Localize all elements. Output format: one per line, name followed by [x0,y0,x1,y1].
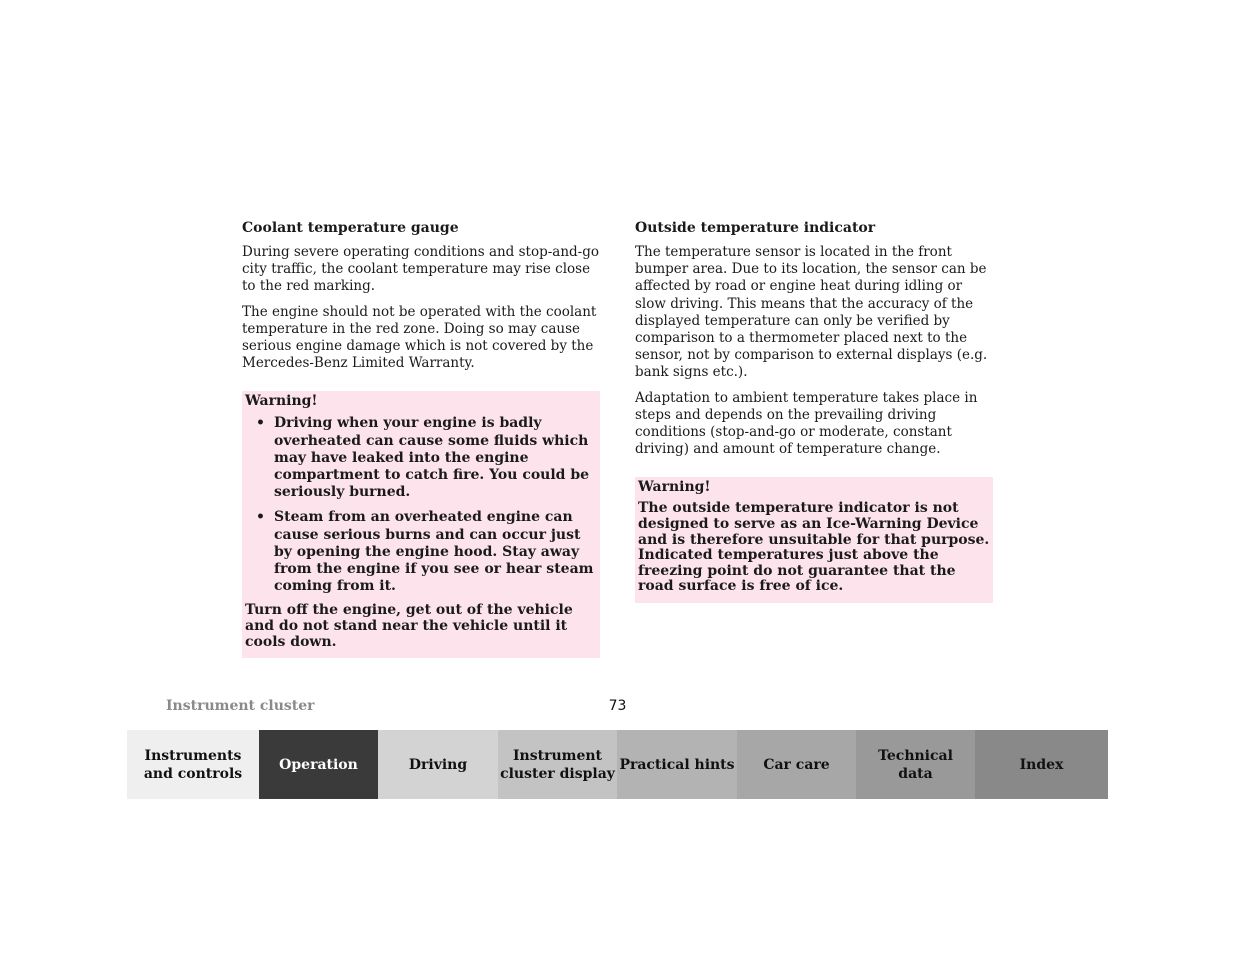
left-column [242,219,600,658]
tab-operation[interactable] [259,730,378,799]
warning-box [635,477,993,603]
tab-label-line2: and controls [143,765,243,782]
paragraph: The temperature sensor is located in the front bumper area. Due to its location, the sensor can be affected by road or engine heat during idling or slow driving. This means that the accuracy of the displayed temperature can only be verified by comparison to a thermometer placed next to the sensor, not by comparison to external displays (e.g. bank signs etc.). [635,244,988,381]
tab-label-line1: Technical [878,747,953,764]
warning-bullet [245,415,597,501]
tab-label-line1: Driving [408,756,468,773]
tab-technical-data[interactable] [856,730,975,799]
page-number: 73 [608,698,627,714]
warning-list [245,415,597,595]
bullet-icon: • [256,509,265,526]
warning-bullet-text: Steam from an overheated engine can cause serious burns and can occur just by opening the engine hood. Stay away from the engine if you see or hear steam coming from it. [274,509,594,595]
right-column [635,219,993,603]
section-heading: Coolant temperature gauge [242,220,459,236]
paragraph: Adaptation to ambient temperature takes place in steps and depends on the prevailing driving conditions (stop-and-go or moderate, constant driving) and amount of temperature change. [635,389,978,458]
tab-label-line1: Operation [279,756,358,773]
warning-bullet-text: Driving when your engine is badly overheated can cause some fluids which may have leaked into the engine compartment to catch fire. You could be seriously burned. [274,415,590,501]
tab-driving[interactable] [378,730,498,799]
warning-text: The outside temperature indicator is not designed to serve as an Ice-Warning Device and is therefore unsuitable for that purpose. Indicated temperatures just above the freezing point do not guarantee that the road surface is free of ice. [638,500,990,595]
tab-label-line1: Index [1019,756,1064,773]
warning-title: Warning! [245,393,318,410]
tab-label-line1: Practical hints [619,756,735,773]
paragraph: The engine should not be operated with the coolant temperature in the red zone. Doing so may cause serious engine damage which is not covered by the Mercedes-Benz Limited Warranty. [242,303,597,372]
tab-practical-hints[interactable] [617,730,737,799]
warning-bullet [245,509,597,595]
tab-car-care[interactable] [737,730,856,799]
warning-box [242,391,600,658]
chapter-nav [127,730,1108,799]
warning-title: Warning! [638,479,711,496]
tab-index[interactable] [975,730,1108,799]
tab-label-line1: Instrument [513,747,602,764]
tab-label-line2: cluster display [500,765,615,782]
bullet-icon: • [256,415,265,432]
footer-section-title: Instrument cluster [166,698,315,714]
tab-label-line1: Car care [763,756,830,773]
tab-instruments-and-controls[interactable] [127,730,259,799]
warning-closing-text: Turn off the engine, get out of the vehicle and do not stand near the vehicle until it cools down. [245,602,573,650]
section-heading: Outside temperature indicator [635,220,876,236]
tab-instrument-cluster-display[interactable] [498,730,617,799]
tab-label-line2: data [898,765,933,782]
tab-label-line1: Instruments [144,747,242,764]
paragraph: During severe operating conditions and stop-and-go city traffic, the coolant temperature may rise close to the red marking. [242,244,600,295]
